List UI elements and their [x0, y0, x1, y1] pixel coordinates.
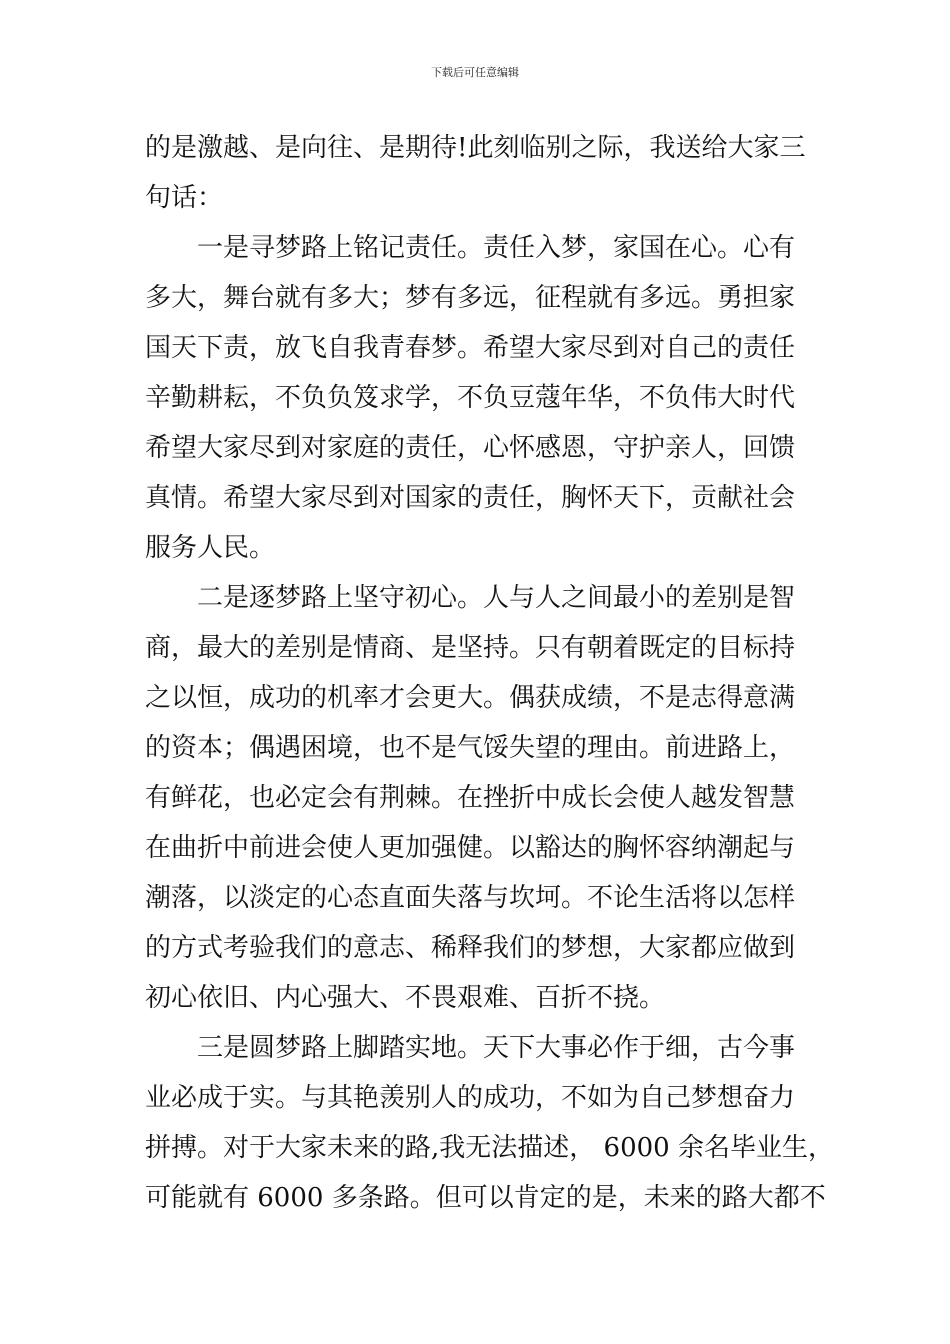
- paragraph-line: 真情。希望大家尽到对国家的责任，胸怀天下，贡献社会: [145, 483, 796, 513]
- paragraph-line: 辛勤耕耘，不负负笈求学，不负豆蔻年华，不负伟大时代: [145, 383, 796, 413]
- paragraph-line: 句话：: [145, 183, 224, 213]
- paragraph-line: 三是圆梦路上脚踏实地。天下大事必作于细，古今事: [197, 1033, 796, 1063]
- paragraph-line: 潮落，以淡定的心态直面失落与坎坷。不论生活将以怎样: [145, 883, 796, 913]
- paragraph-line: 可能就有 6000 多条路。但可以肯定的是，未来的路大都不: [145, 1183, 826, 1213]
- paragraph-line: 的方式考验我们的意志、稀释我们的梦想，大家都应做到: [145, 933, 796, 963]
- paragraph-line: 一是寻梦路上铭记责任。责任入梦，家国在心。心有: [197, 233, 796, 263]
- paragraph-line: 国天下责，放飞自我青春梦。希望大家尽到对自己的责任: [145, 333, 796, 363]
- paragraph-line: 的资本；偶遇困境，也不是气馁失望的理由。前进路上，: [145, 733, 796, 763]
- paragraph-line: 之以恒，成功的机率才会更大。偶获成绩，不是志得意满: [145, 683, 796, 713]
- paragraph-line: 在曲折中前进会使人更加强健。以豁达的胸怀容纳潮起与: [145, 833, 796, 863]
- paragraph-line: 服务人民。: [145, 533, 276, 563]
- paragraph-line: 多大，舞台就有多大；梦有多远，征程就有多远。勇担家: [145, 283, 796, 313]
- paragraph-line: 拼搏。对于大家未来的路,我无法描述， 6000 余名毕业生，: [145, 1133, 834, 1163]
- paragraph-line: 商，最大的差别是情商、是坚持。只有朝着既定的目标持: [145, 633, 796, 663]
- paragraph-line: 二是逐梦路上坚守初心。人与人之间最小的差别是智: [197, 583, 796, 613]
- paragraph-line: 有鲜花，也必定会有荆棘。在挫折中成长会使人越发智慧: [145, 783, 796, 813]
- paragraph-line: 初心依旧、内心强大、不畏艰难、百折不挠。: [145, 983, 666, 1013]
- page-header: 下载后可任意编辑: [431, 66, 519, 79]
- paragraph-line: 希望大家尽到对家庭的责任，心怀感恩，守护亲人，回馈: [145, 433, 796, 463]
- paragraph-line: 的是激越、是向往、是期待!此刻临别之际，我送给大家三: [145, 133, 806, 163]
- paragraph-line: 业必成于实。与其艳羡别人的成功，不如为自己梦想奋力: [145, 1083, 796, 1113]
